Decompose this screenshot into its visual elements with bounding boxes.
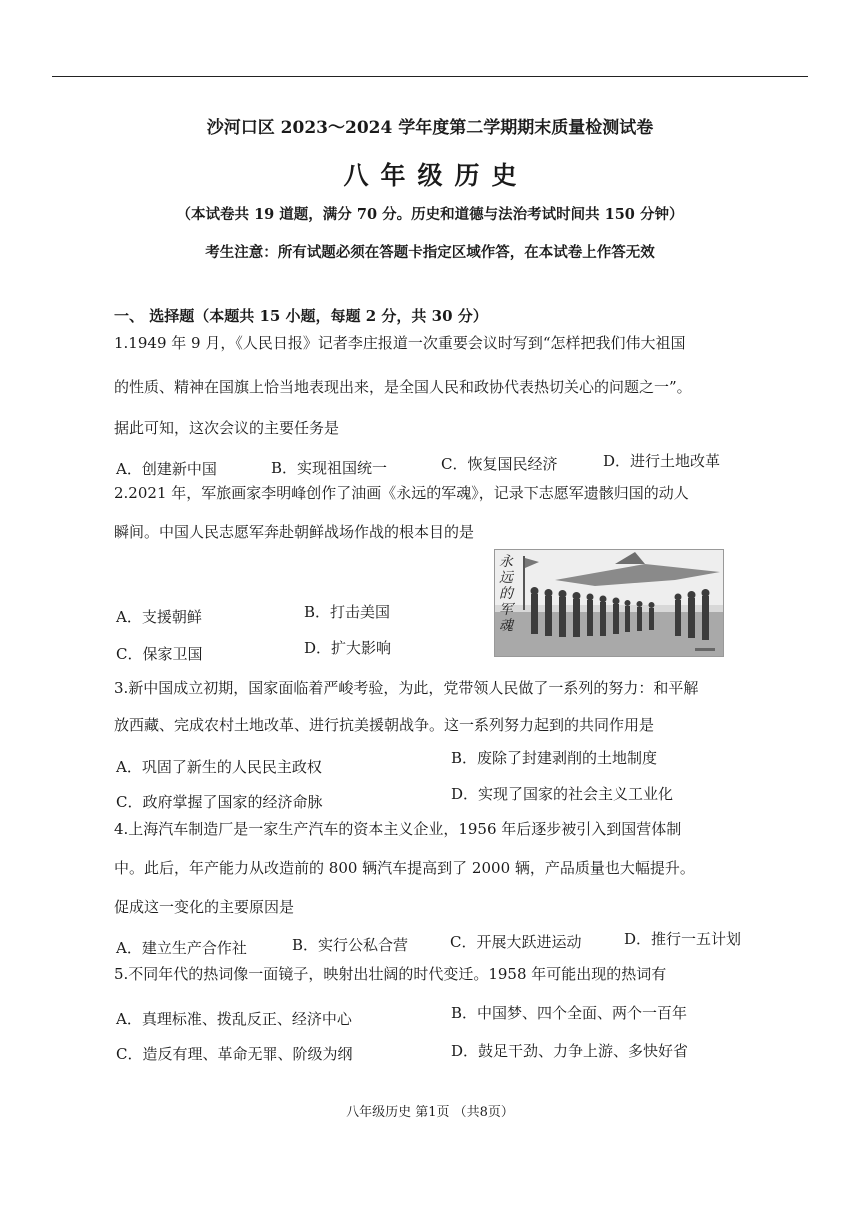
question-4-line-2: 中。此后，年产能力从改造前的 800 辆汽车提高到了 2000 辆，产品质量也大幅提升。 <box>114 859 695 877</box>
question-3-option-d[interactable]: D．实现了国家的社会主义工业化 <box>451 785 674 803</box>
header-rule <box>52 76 808 77</box>
question-4-line-3: 促成这一变化的主要原因是 <box>114 898 295 916</box>
oil-painting-illustration <box>495 550 723 656</box>
exam-notice: 考生注意：所有试题必须在答题卡指定区域作答，在本试卷上作答无效 <box>205 244 655 261</box>
question-4-line-1: 4.上海汽车制造厂是一家生产汽车的资本主义企业，1956 年后逐步被引入到国营体制 <box>114 820 682 838</box>
question-5-line-1: 5.不同年代的热词像一面镜子，映射出壮阔的时代变迁。1958 年可能出现的热词有 <box>114 965 667 983</box>
question-3-option-a[interactable]: A．巩固了新生的人民民主政权 <box>116 758 322 776</box>
question-2-option-d[interactable]: D．扩大影响 <box>304 639 392 657</box>
question-5-option-a[interactable]: A．真理标准、拨乱反正、经济中心 <box>116 1010 352 1028</box>
section-title: 一、 选择题（本题共 15 小题，每题 2 分，共 30 分） <box>114 307 488 325</box>
question-2-option-b[interactable]: B．打击美国 <box>304 603 391 621</box>
question-4-option-a[interactable]: A．建立生产合作社 <box>116 939 247 957</box>
exam-title: 沙河口区 2023～2024 学年度第二学期期末质量检测试卷 <box>206 118 654 138</box>
question-1-option-d[interactable]: D．进行土地改革 <box>603 452 721 470</box>
question-4-option-c[interactable]: C．开展大跃进运动 <box>450 933 582 951</box>
exam-instructions: （本试卷共 19 道题，满分 70 分。历史和道德与法治考试时间共 150 分钟） <box>176 206 684 223</box>
page-footer: 八年级历史 第1页 （共8页） <box>346 1105 514 1120</box>
question-4-option-b[interactable]: B．实行公私合营 <box>292 936 409 954</box>
question-3-option-c[interactable]: C．政府掌握了国家的经济命脉 <box>116 793 323 811</box>
question-1-line-2: 的性质、精神在国旗上恰当地表现出来，是全国人民和政协代表热切关心的问题之一”。 <box>114 378 692 396</box>
question-1-line-1: 1.1949 年 9 月，《人民日报》记者李庄报道一次重要会议时写到“怎样把我们伟大祖国 <box>114 334 686 352</box>
question-1-option-c[interactable]: C．恢复国民经济 <box>441 455 558 473</box>
question-2-line-2: 瞬间。中国人民志愿军奔赴朝鲜战场作战的根本目的是 <box>114 523 475 541</box>
question-5-option-c[interactable]: C．造反有理、革命无罪、阶级为纲 <box>116 1045 353 1063</box>
question-1-option-b[interactable]: B．实现祖国统一 <box>271 459 388 477</box>
oil-painting-image <box>494 549 724 657</box>
question-3-line-2: 放西藏、完成农村土地改革、进行抗美援朝战争。这一系列努力起到的共同作用是 <box>114 716 655 734</box>
question-2-option-a[interactable]: A．支援朝鲜 <box>116 608 202 626</box>
question-1-option-a[interactable]: A．创建新中国 <box>116 460 217 478</box>
question-4-option-d[interactable]: D．推行一五计划 <box>624 930 742 948</box>
question-1-line-3: 据此可知，这次会议的主要任务是 <box>114 419 340 437</box>
question-3-option-b[interactable]: B．废除了封建剥削的土地制度 <box>451 749 658 767</box>
question-5-option-b[interactable]: B．中国梦、四个全面、两个一百年 <box>451 1004 688 1022</box>
painting-title-text: 永远的军魂 <box>499 554 513 634</box>
question-2-line-1: 2.2021 年，军旅画家李明峰创作了油画《永远的军魂》，记录下志愿军遗骸归国的动人 <box>114 484 689 502</box>
question-2-option-c[interactable]: C．保家卫国 <box>116 645 203 663</box>
question-3-line-1: 3.新中国成立初期，国家面临着严峻考验，为此，党带领人民做了一系列的努力：和平解 <box>114 679 699 697</box>
question-5-option-d[interactable]: D．鼓足干劲、力争上游、多快好省 <box>451 1042 689 1060</box>
subject-title: 八年级历史 <box>343 161 529 190</box>
